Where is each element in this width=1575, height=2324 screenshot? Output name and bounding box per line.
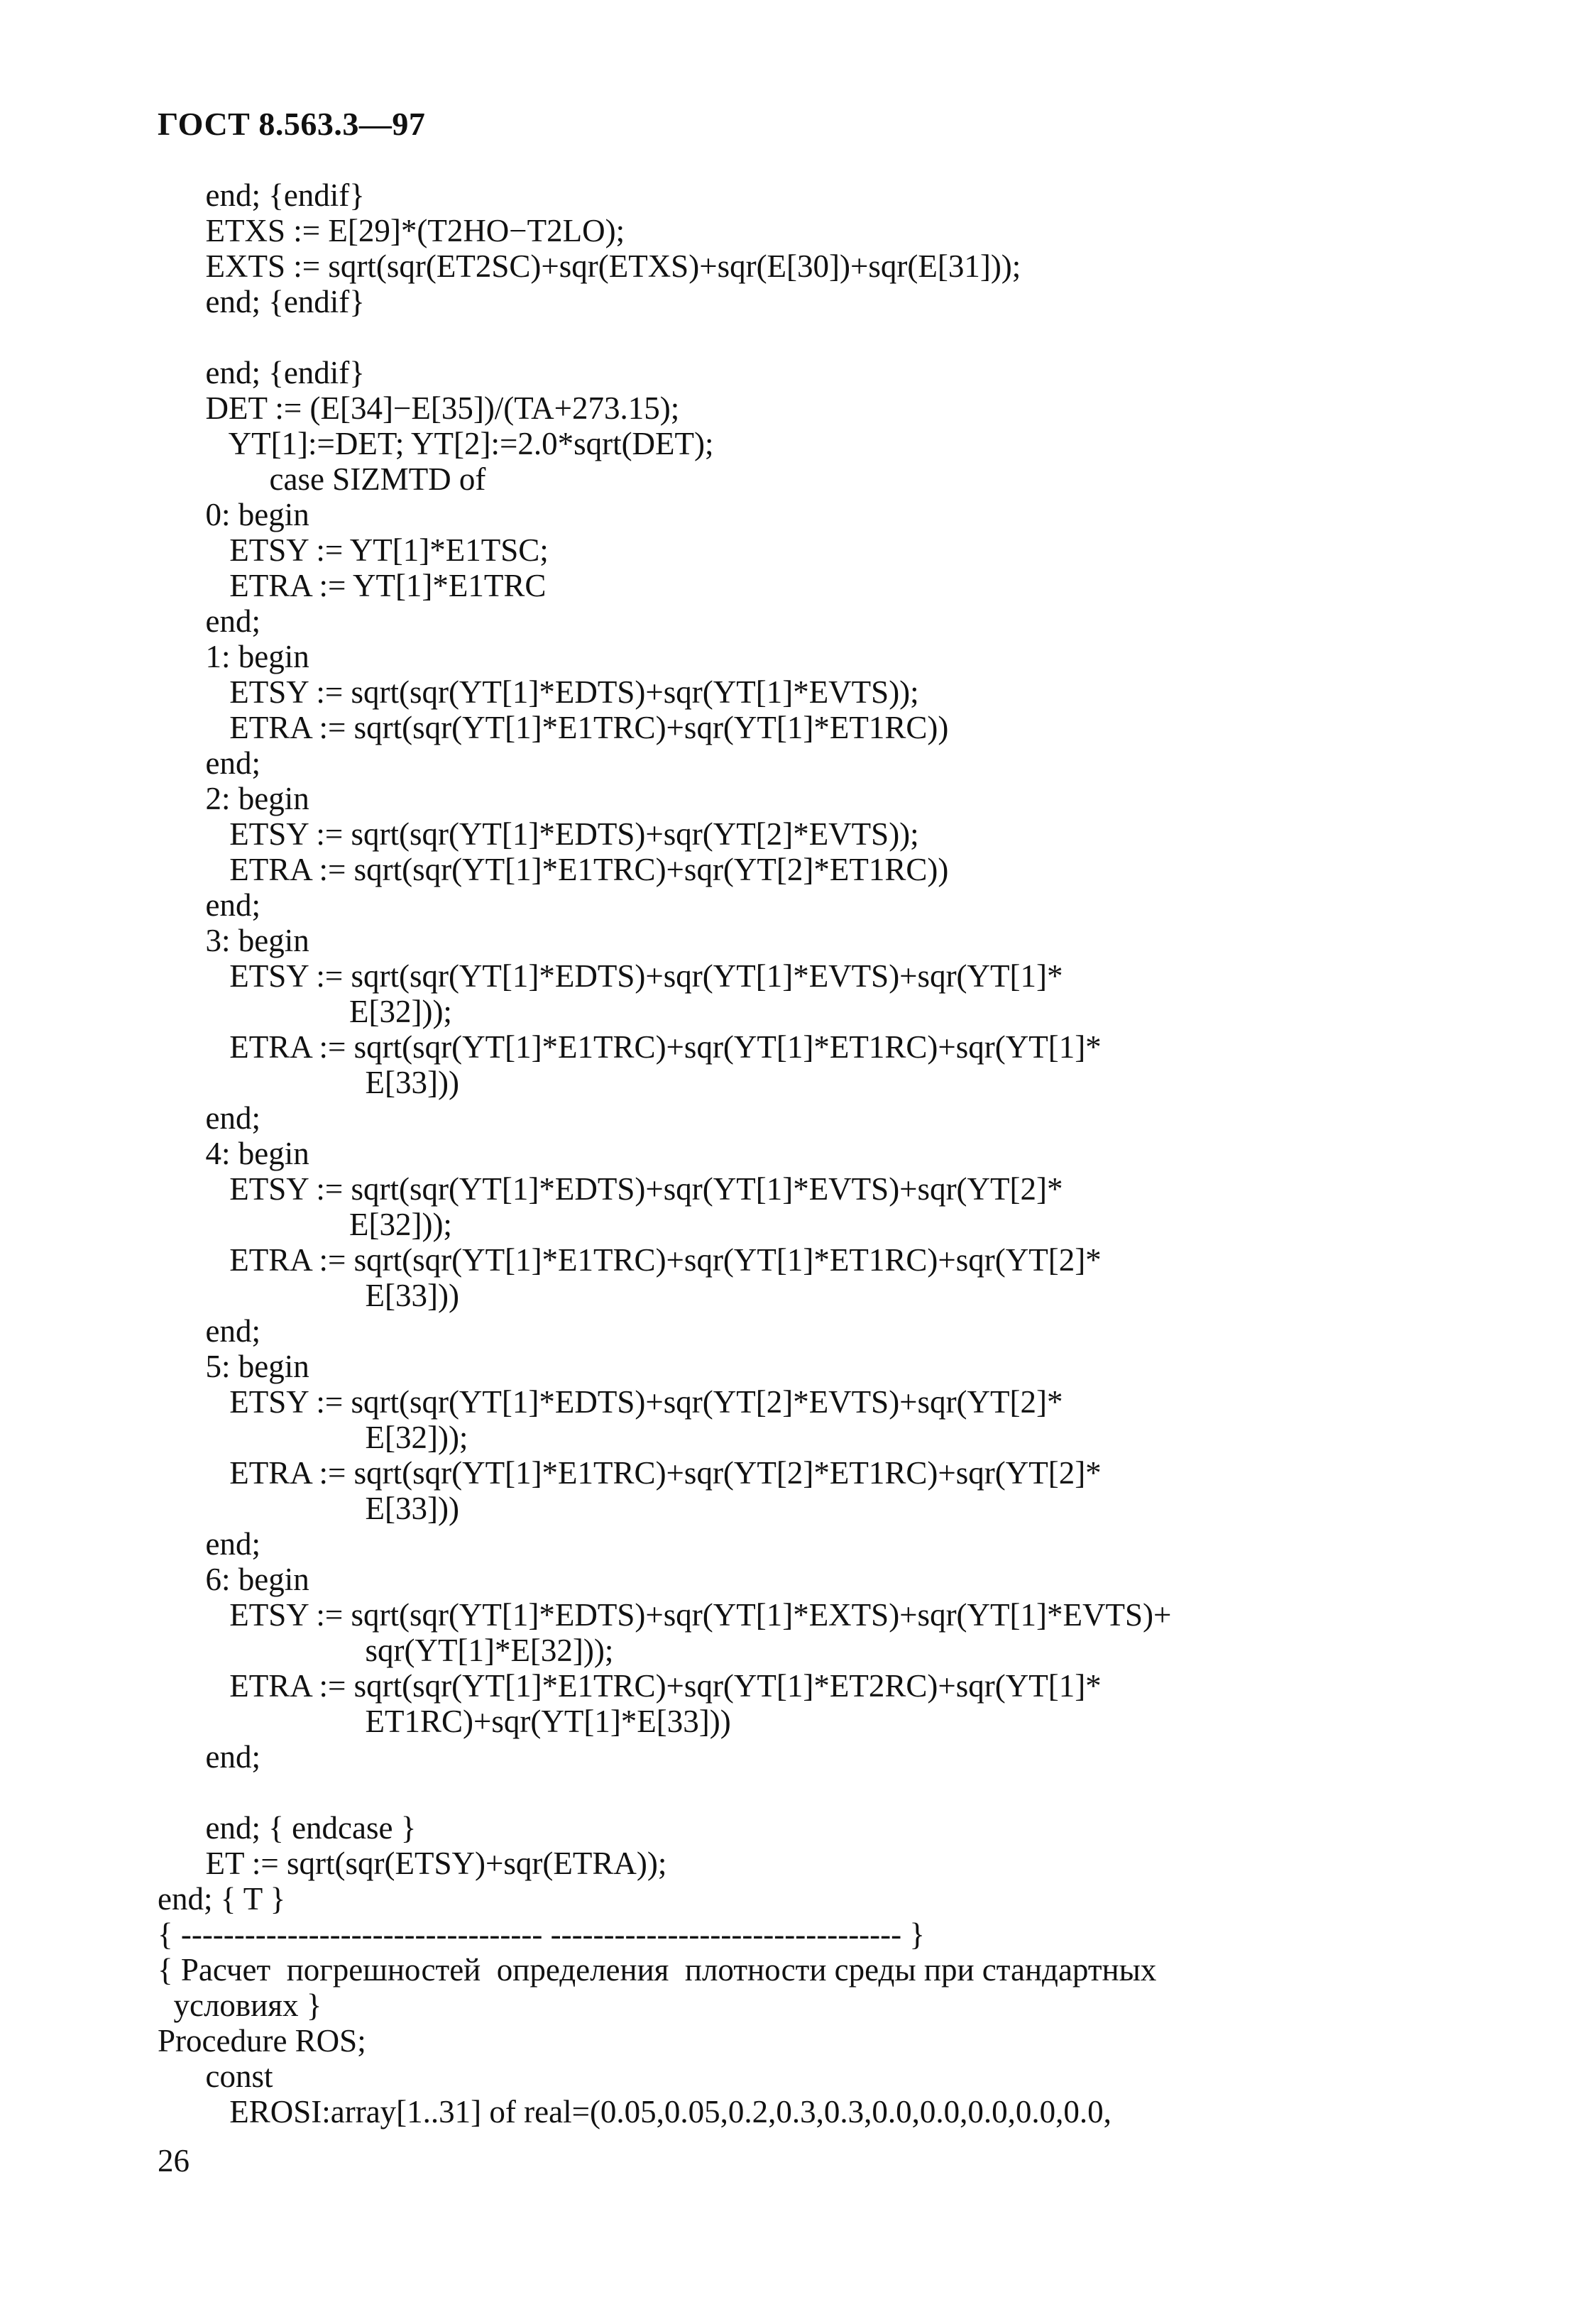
code-line [158,1775,1506,1810]
code-line: ETRA := sqrt(sqr(YT[1]*E1TRC)+sqr(YT[1]*ET1RC)+sqr(YT[2]* [158,1242,1102,1278]
code-line: 2: begin [158,781,309,816]
code-line: условиях } [158,1988,322,2023]
code-line: end; {endif} [158,355,365,390]
code-line: ETRA := YT[1]*E1TRC [158,568,547,603]
code-line: 0: begin [158,497,309,532]
code-line: end; [158,745,260,781]
code-line: end; [158,1526,260,1562]
code-line: ETRA := sqrt(sqr(YT[1]*E1TRC)+sqr(YT[1]*ET1RC)+sqr(YT[1]* [158,1029,1102,1065]
code-line: YT[1]:=DET; YT[2]:=2.0*sqrt(DET); [158,426,714,461]
code-line: E[33])) [158,1065,459,1100]
code-line: end; [158,1739,260,1775]
code-line: ET1RC)+sqr(YT[1]*E[33])) [158,1704,731,1739]
code-line: EXTS := sqrt(sqr(ET2SC)+sqr(ETXS)+sqr(E[30])+sqr(E[31])); [158,248,1021,284]
code-line: E[32])); [158,994,452,1029]
code-line: 4: begin [158,1136,309,1171]
code-line: 1: begin [158,639,309,674]
code-line: end; [158,887,260,923]
code-line: ETSY := YT[1]*E1TSC; [158,532,549,568]
code-line: E[33])) [158,1278,459,1313]
code-line: end; [158,1313,260,1349]
code-line: E[33])) [158,1491,459,1526]
code-line: case SIZMTD of [158,461,486,497]
document-header: ГОСТ 8.563.3—97 [158,106,426,142]
code-listing [158,177,1506,2130]
code-line: ETXS := E[29]*(T2HO−T2LO); [158,213,625,248]
code-line: ETRA := sqrt(sqr(YT[1]*E1TRC)+sqr(YT[1]*ET2RC)+sqr(YT[1]* [158,1668,1102,1704]
code-line [158,319,1506,355]
code-line: end; { endcase } [158,1810,417,1846]
code-line: 6: begin [158,1562,309,1597]
code-line: ETRA := sqrt(sqr(YT[1]*E1TRC)+sqr(YT[2]*ET1RC)+sqr(YT[2]* [158,1455,1102,1491]
code-line: sqr(YT[1]*E[32])); [158,1633,614,1668]
code-line: E[32])); [158,1207,452,1242]
code-line: end; [158,603,260,639]
code-line: DET := (E[34]−E[35])/(TA+273.15); [158,390,680,426]
code-line: 5: begin [158,1349,309,1384]
code-line: ETRA := sqrt(sqr(YT[1]*E1TRC)+sqr(YT[1]*ET1RC)) [158,710,949,745]
code-line: 3: begin [158,923,309,958]
code-line: ETSY := sqrt(sqr(YT[1]*EDTS)+sqr(YT[1]*EVTS)+sqr(YT[2]* [158,1171,1063,1207]
code-line: end; [158,1100,260,1136]
code-line: ETSY := sqrt(sqr(YT[1]*EDTS)+sqr(YT[1]*EVTS)+sqr(YT[1]* [158,958,1063,994]
code-line: end; {endif} [158,284,365,319]
code-line: end; { T } [158,1881,286,1917]
code-line: { ---------------------------------- --------------------------------- } [158,1917,925,1952]
code-line: ET := sqrt(sqr(ETSY)+sqr(ETRA)); [158,1846,667,1881]
code-line: ETSY := sqrt(sqr(YT[1]*EDTS)+sqr(YT[2]*EVTS)+sqr(YT[2]* [158,1384,1063,1420]
code-line: ETSY := sqrt(sqr(YT[1]*EDTS)+sqr(YT[1]*EXTS)+sqr(YT[1]*EVTS)+ [158,1597,1172,1633]
page-number: 26 [158,2143,190,2178]
code-line: const [158,2059,273,2094]
code-line: { Расчет погрешностей определения плотности среды при стандартных [158,1952,1157,1988]
code-line: ETSY := sqrt(sqr(YT[1]*EDTS)+sqr(YT[1]*EVTS)); [158,674,919,710]
code-line: end; {endif} [158,177,365,213]
code-line: E[32])); [158,1420,468,1455]
code-line: EROSI:array[1..31] of real=(0.05,0.05,0.2,0.3,0.3,0.0,0.0,0.0,0.0,0.0, [158,2094,1112,2130]
code-line: ETRA := sqrt(sqr(YT[1]*E1TRC)+sqr(YT[2]*ET1RC)) [158,852,949,887]
code-line: ETSY := sqrt(sqr(YT[1]*EDTS)+sqr(YT[2]*EVTS)); [158,816,919,852]
code-line: Procedure ROS; [158,2023,366,2059]
